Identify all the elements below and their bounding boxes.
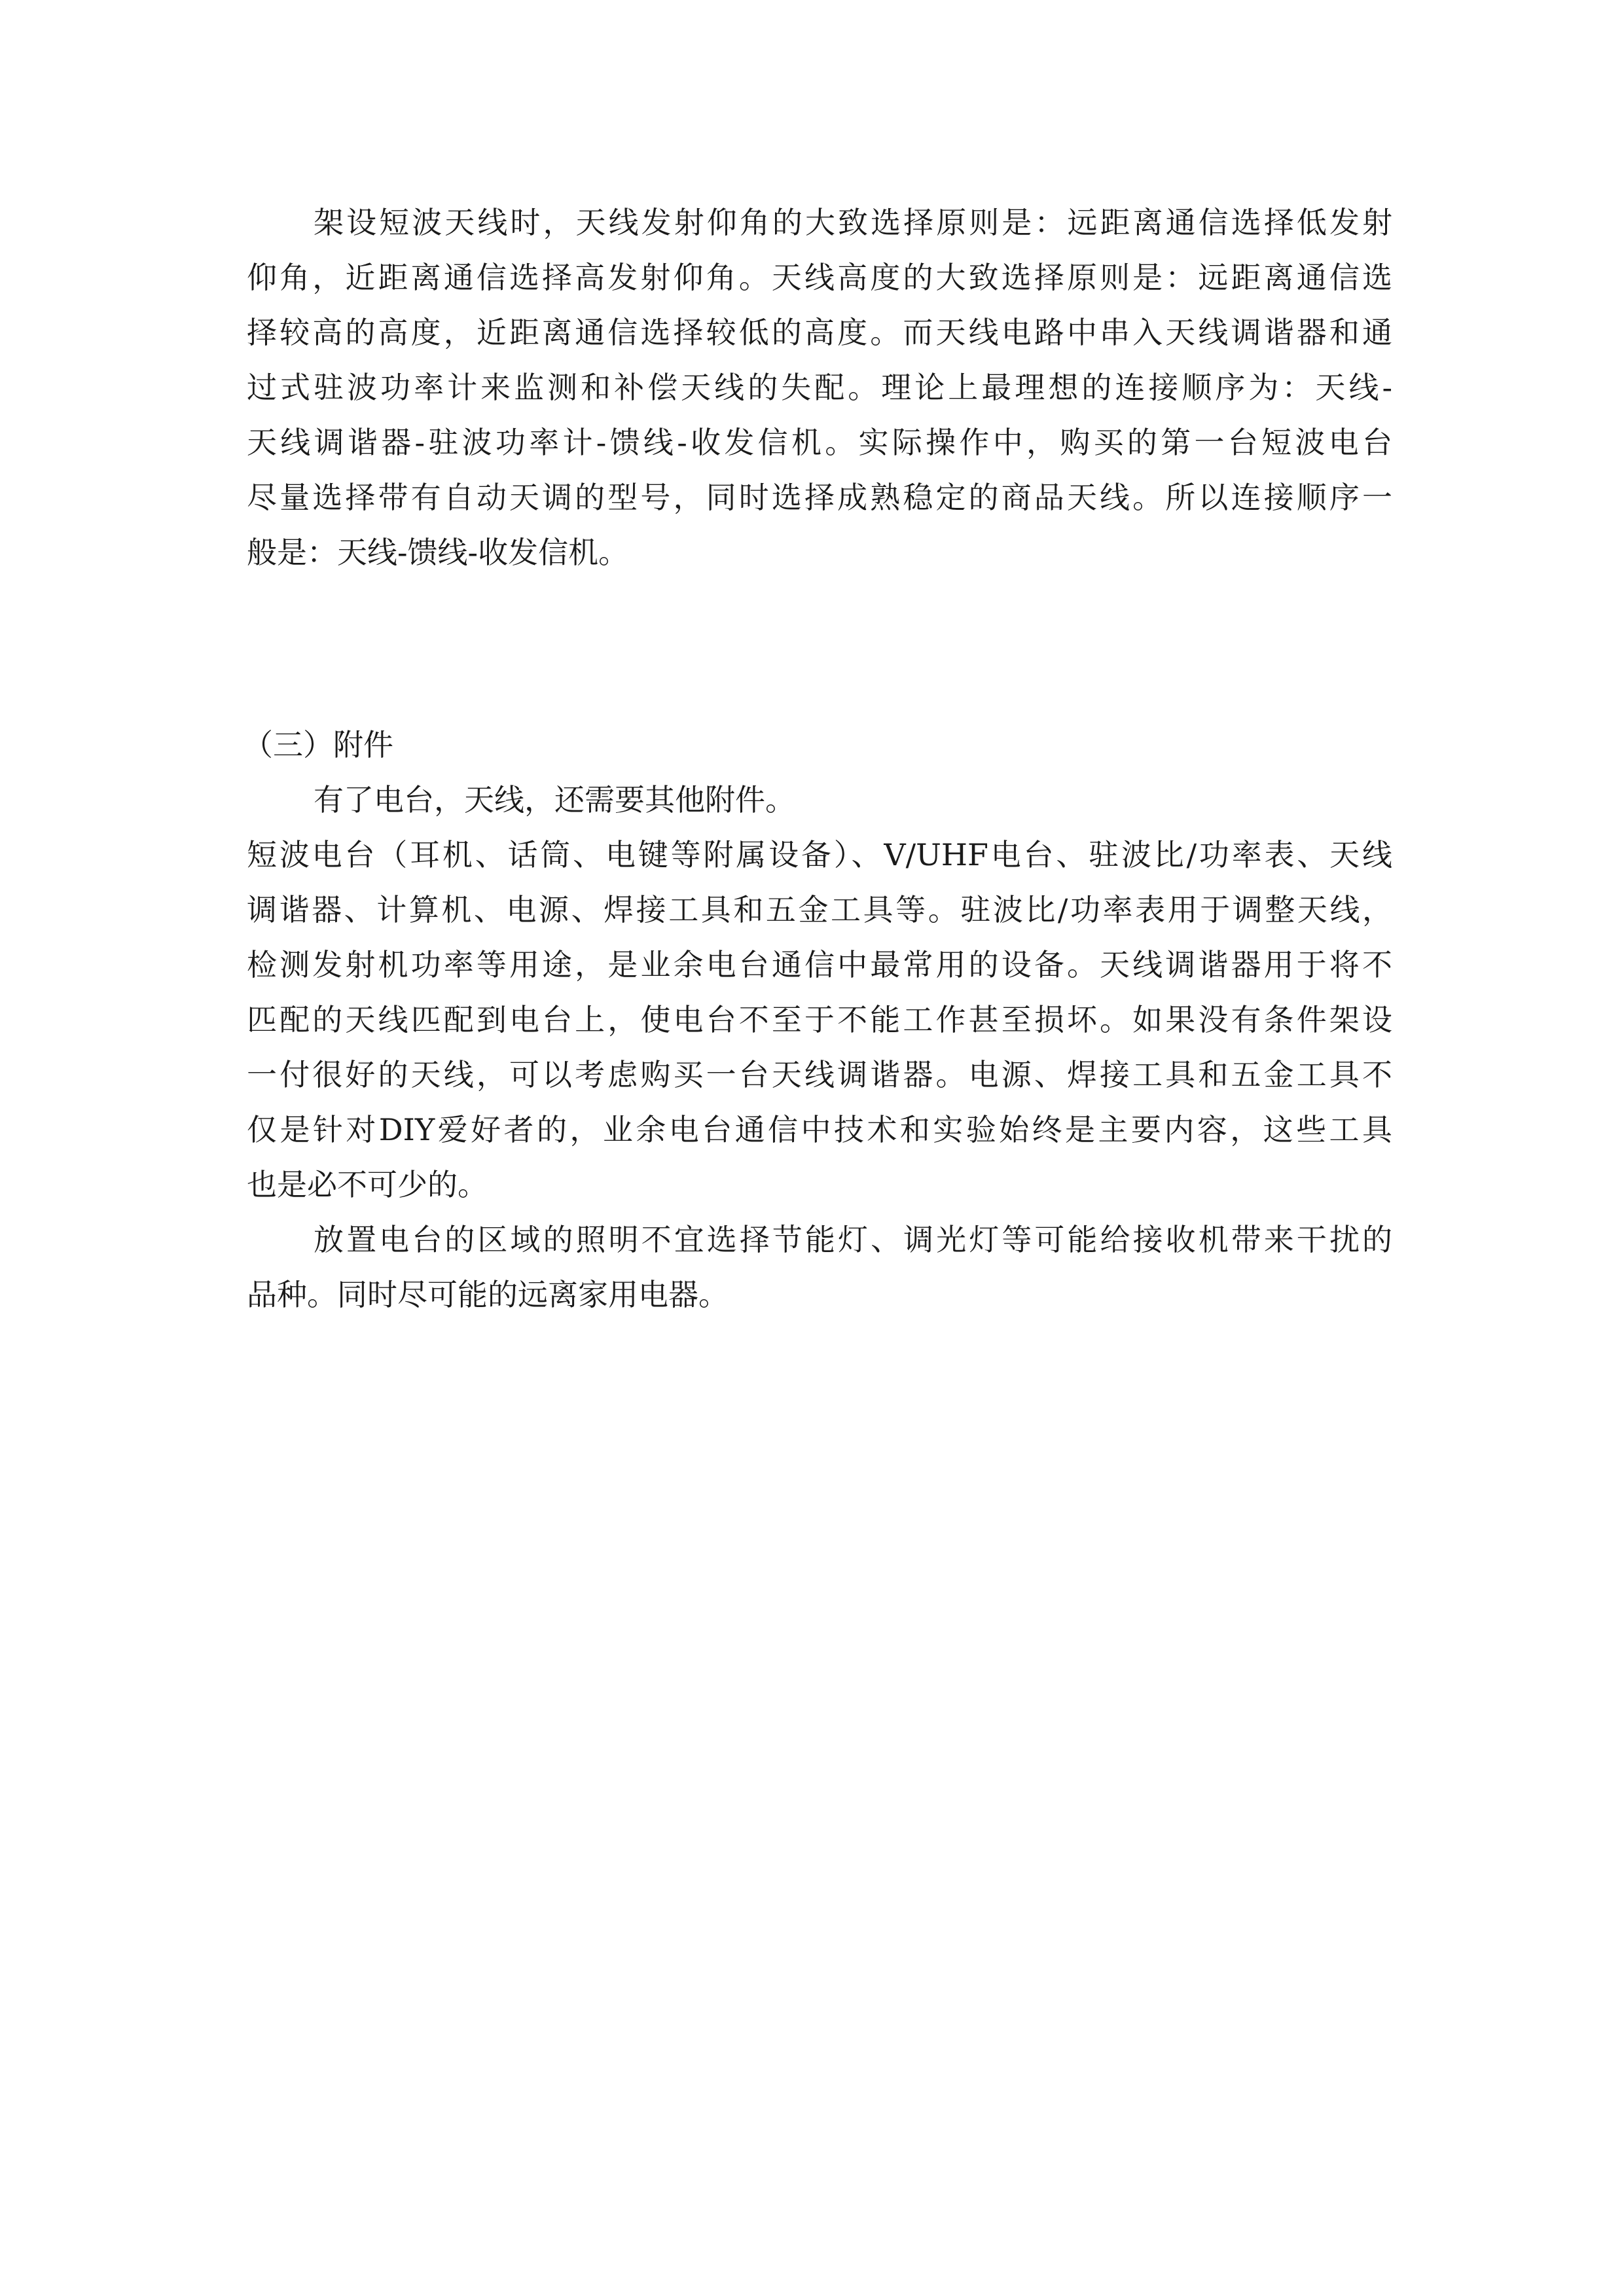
text-line: 短波电台（耳机、话筒、电键等附属设备）、V/UHF电台、驻波比/功率表、天线: [247, 837, 1392, 872]
text-line: 一付很好的天线，可以考虑购买一台天线调谐器。电源、焊接工具和五金工具不: [247, 1057, 1392, 1092]
section-heading: （三）附件: [243, 727, 393, 762]
text-line: 天线调谐器-驻波功率计-馈线-收发信机。实际操作中，购买的第一台短波电台: [247, 425, 1392, 460]
text-line: 检测发射机功率等用途，是业余电台通信中最常用的设备。天线调谐器用于将不: [247, 947, 1392, 982]
text-line: 品种。同时尽可能的远离家用电器。: [247, 1277, 729, 1312]
text-line: 尽量选择带有自动天调的型号，同时选择成熟稳定的商品天线。所以连接顺序一: [247, 480, 1392, 515]
text-line: 也是必不可少的。: [247, 1167, 488, 1202]
text-line: 匹配的天线匹配到电台上，使电台不至于不能工作甚至损坏。如果没有条件架设: [247, 1002, 1392, 1037]
text-line: 仰角，近距离通信选择高发射仰角。天线高度的大致选择原则是：远距离通信选: [247, 260, 1392, 295]
text-line: 择较高的高度，近距离通信选择较低的高度。而天线电路中串入天线调谐器和通: [247, 315, 1392, 350]
text-line: 有了电台，天线，还需要其他附件。: [314, 782, 795, 817]
text-line: 调谐器、计算机、电源、焊接工具和五金工具等。驻波比/功率表用于调整天线，: [247, 892, 1392, 927]
text-line: 般是：天线-馈线-收发信机。: [247, 535, 629, 570]
text-line: 仅是针对DIY爱好者的，业余电台通信中技术和实验始终是主要内容，这些工具: [247, 1112, 1392, 1147]
text-line: 架设短波天线时，天线发射仰角的大致选择原则是：远距离通信选择低发射: [314, 205, 1392, 240]
text-line: 过式驻波功率计来监测和补偿天线的失配。理论上最理想的连接顺序为：天线-: [247, 370, 1392, 405]
text-line: 放置电台的区域的照明不宜选择节能灯、调光灯等可能给接收机带来干扰的: [314, 1222, 1392, 1257]
